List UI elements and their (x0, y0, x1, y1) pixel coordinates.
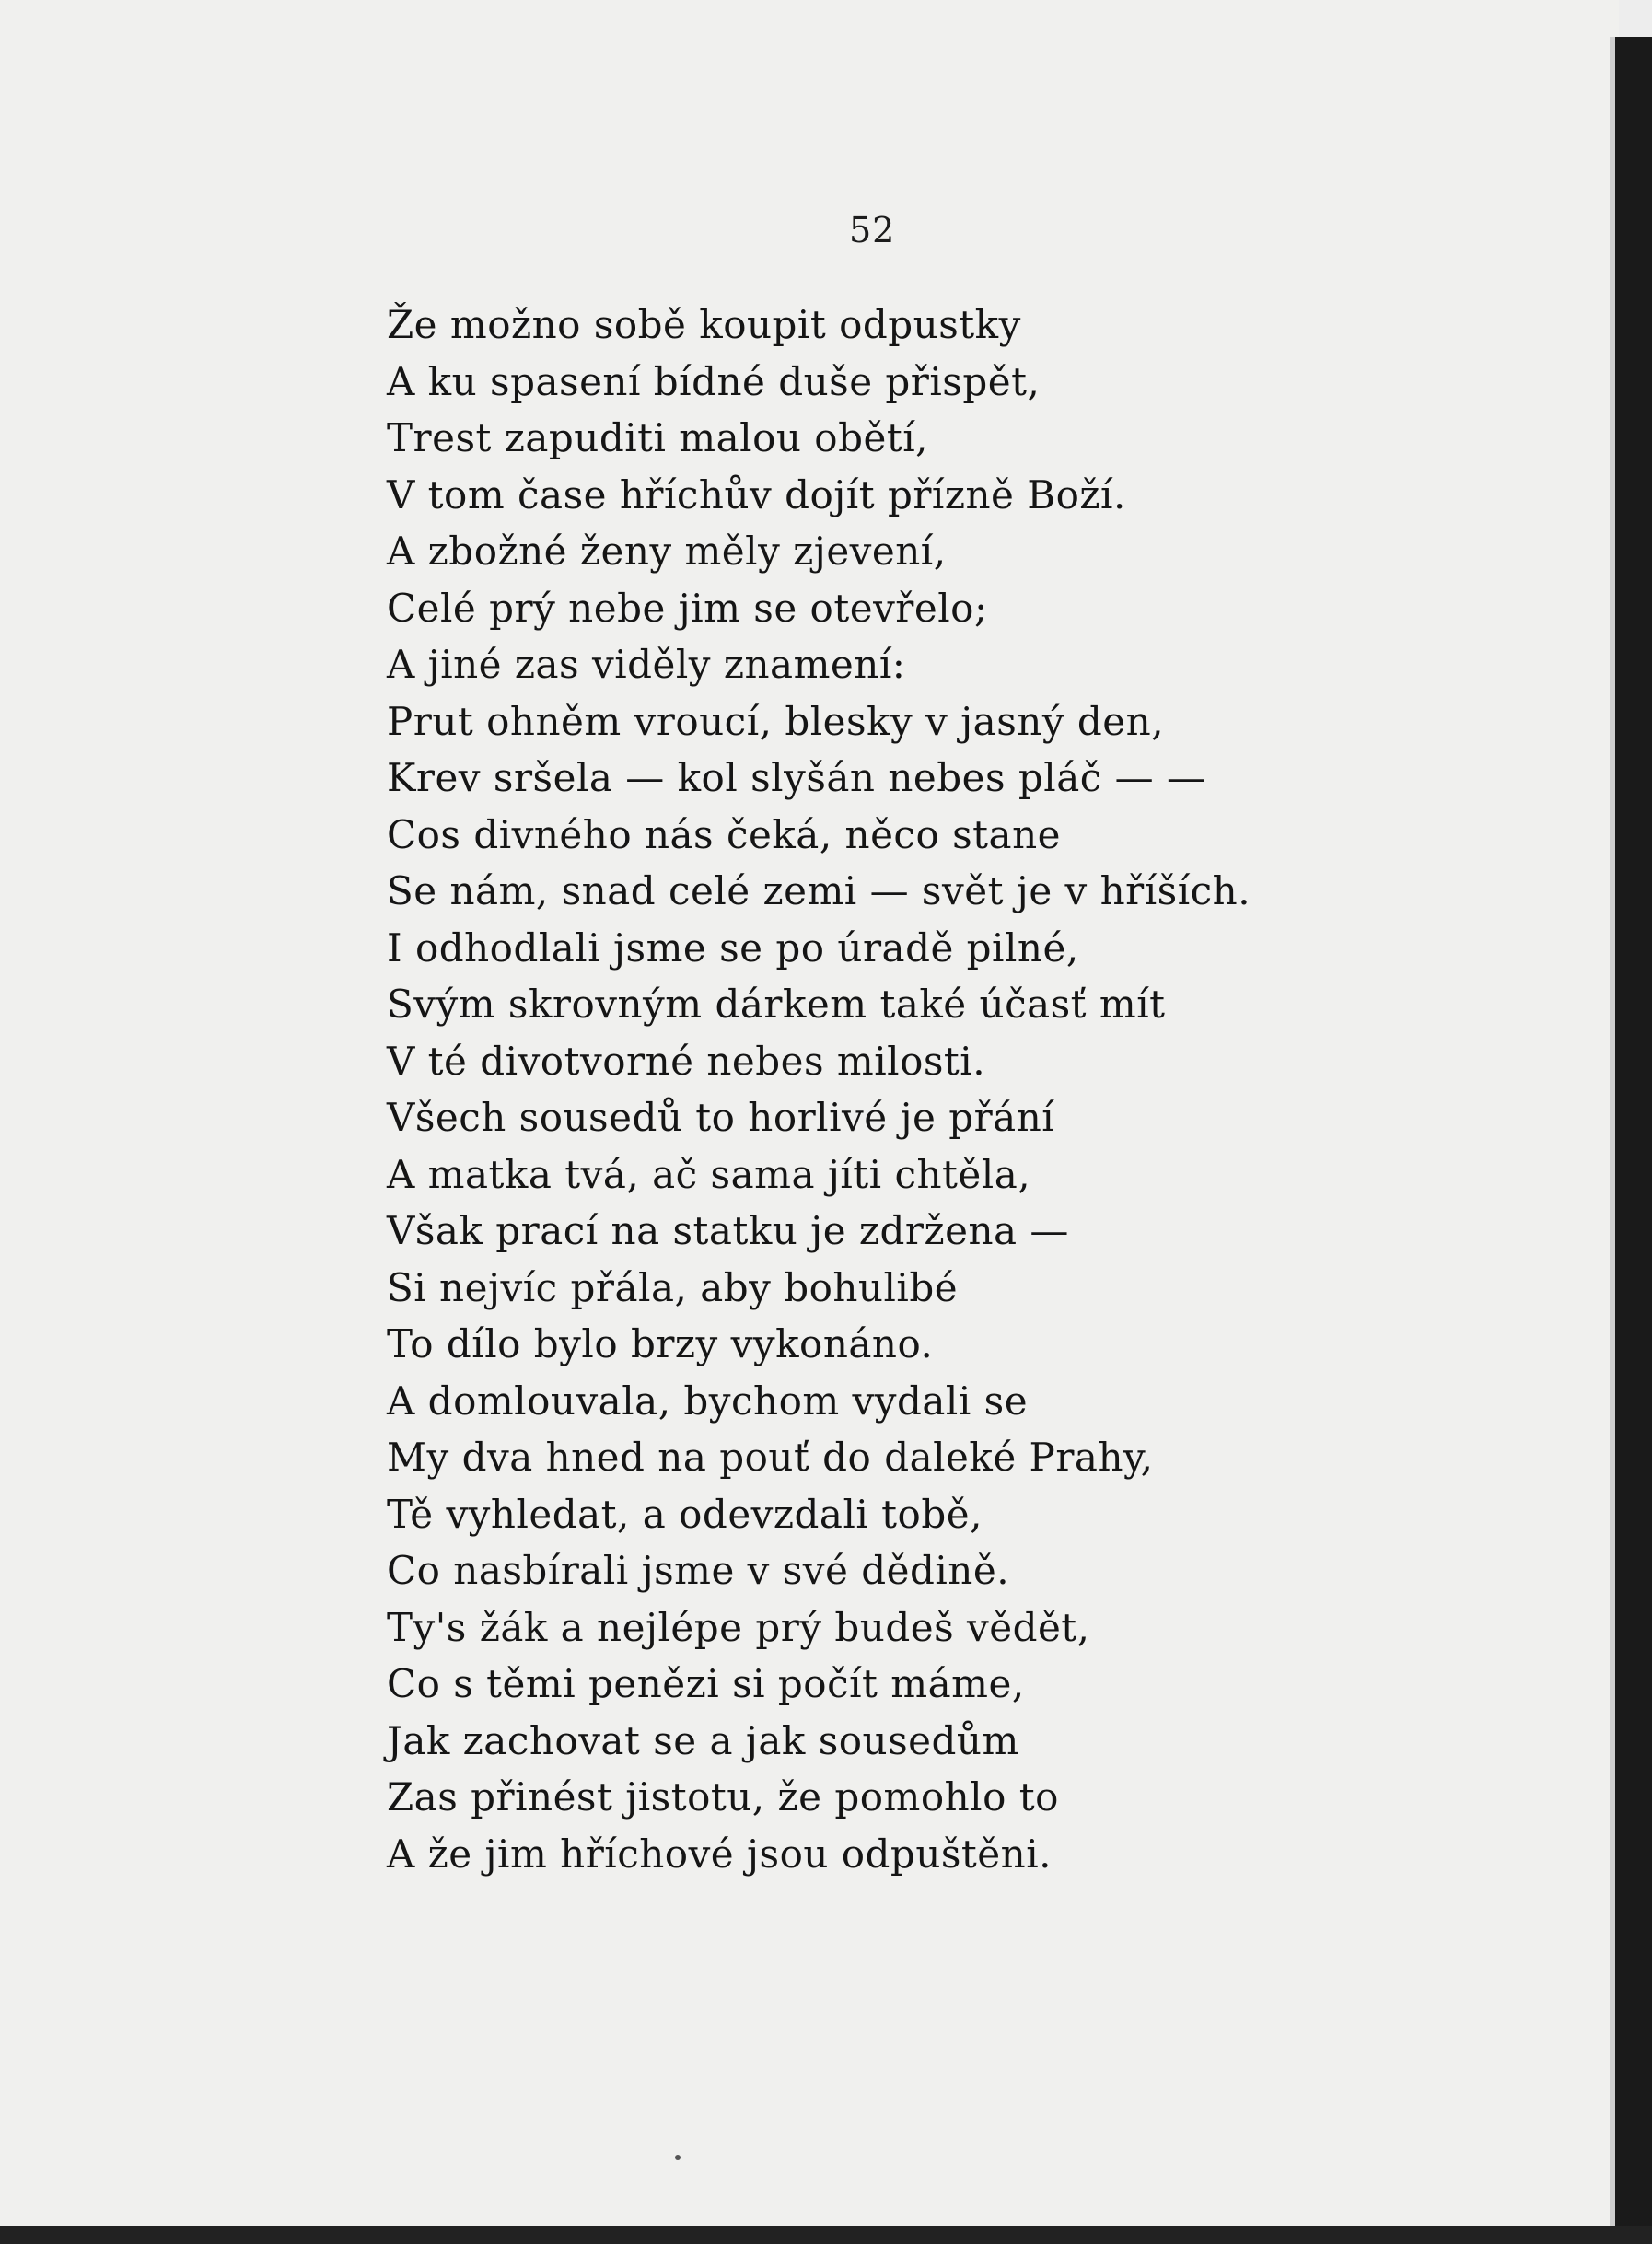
verse-line: A ku spasení bídné duše přispět, (387, 358, 1041, 404)
verse-line: Ty's žák a nejlépe prý budeš vědět, (387, 1604, 1090, 1650)
verse-line: Svým skrovným dárkem také účasť mít (387, 982, 1166, 1027)
verse-line: Všech sousedů to horlivé je přání (387, 1095, 1055, 1140)
verse-line: Tě vyhledat, a odevzdali tobě, (387, 1491, 983, 1537)
poem-text (387, 296, 1455, 1882)
verse-line: Co s těmi penězi si počít máme, (387, 1661, 1025, 1706)
verse-line: Prut ohněm vroucí, blesky v jasný den, (387, 698, 1165, 744)
bottom-edge (0, 2226, 1652, 2244)
verse-line: A jiné zas viděly znamení: (387, 642, 906, 687)
verse-line: Cos divného nás čeká, něco stane (387, 811, 1061, 857)
verse-line: Zas přinést jistotu, že pomohlo to (387, 1774, 1059, 1820)
verse-line: A domlouvala, bychom vydali se (387, 1378, 1029, 1424)
verse-line: V tom čase hříchův dojít přízně Boží. (387, 471, 1126, 517)
verse-line: Si nejvíc přála, aby bohulibé (387, 1264, 959, 1310)
verse-line: A že jim hříchové jsou odpuštěni. (387, 1831, 1052, 1877)
binding-edge (1615, 37, 1652, 2244)
verse-line: Celé prý nebe jim se otevřelo; (387, 585, 988, 631)
verse-line: I odhodlali jsme se po úradě pilné, (387, 924, 1079, 971)
verse-line: My dva hned na pouť do daleké Prahy, (387, 1435, 1154, 1480)
verse-line: V té divotvorné nebes milosti. (387, 1038, 986, 1084)
verse-line: Že možno sobě koupit odpustky (387, 302, 1021, 347)
verse-line: Však prací na statku je zdržena — (387, 1208, 1069, 1253)
ink-speck (675, 2155, 681, 2160)
verse-line: Se nám, snad celé zemi — svět je v hříších. (387, 868, 1251, 913)
verse-line: Trest zapuditi malou obětí, (387, 415, 928, 460)
verse-line: Co nasbírali jsme v své dědině. (387, 1548, 1010, 1593)
verse-line: A matka tvá, ač sama jíti chtěla, (387, 1151, 1031, 1197)
verse-line: To dílo bylo brzy vykonáno. (387, 1321, 934, 1366)
verse-line: Jak zachovat se a jak sousedům (387, 1717, 1019, 1763)
verse-line: Krev sršela — kol slyšán nebes pláč — — (387, 755, 1206, 800)
page-number: 52 (849, 210, 896, 250)
verse-line: A zbožné ženy měly zjevení, (387, 529, 947, 574)
